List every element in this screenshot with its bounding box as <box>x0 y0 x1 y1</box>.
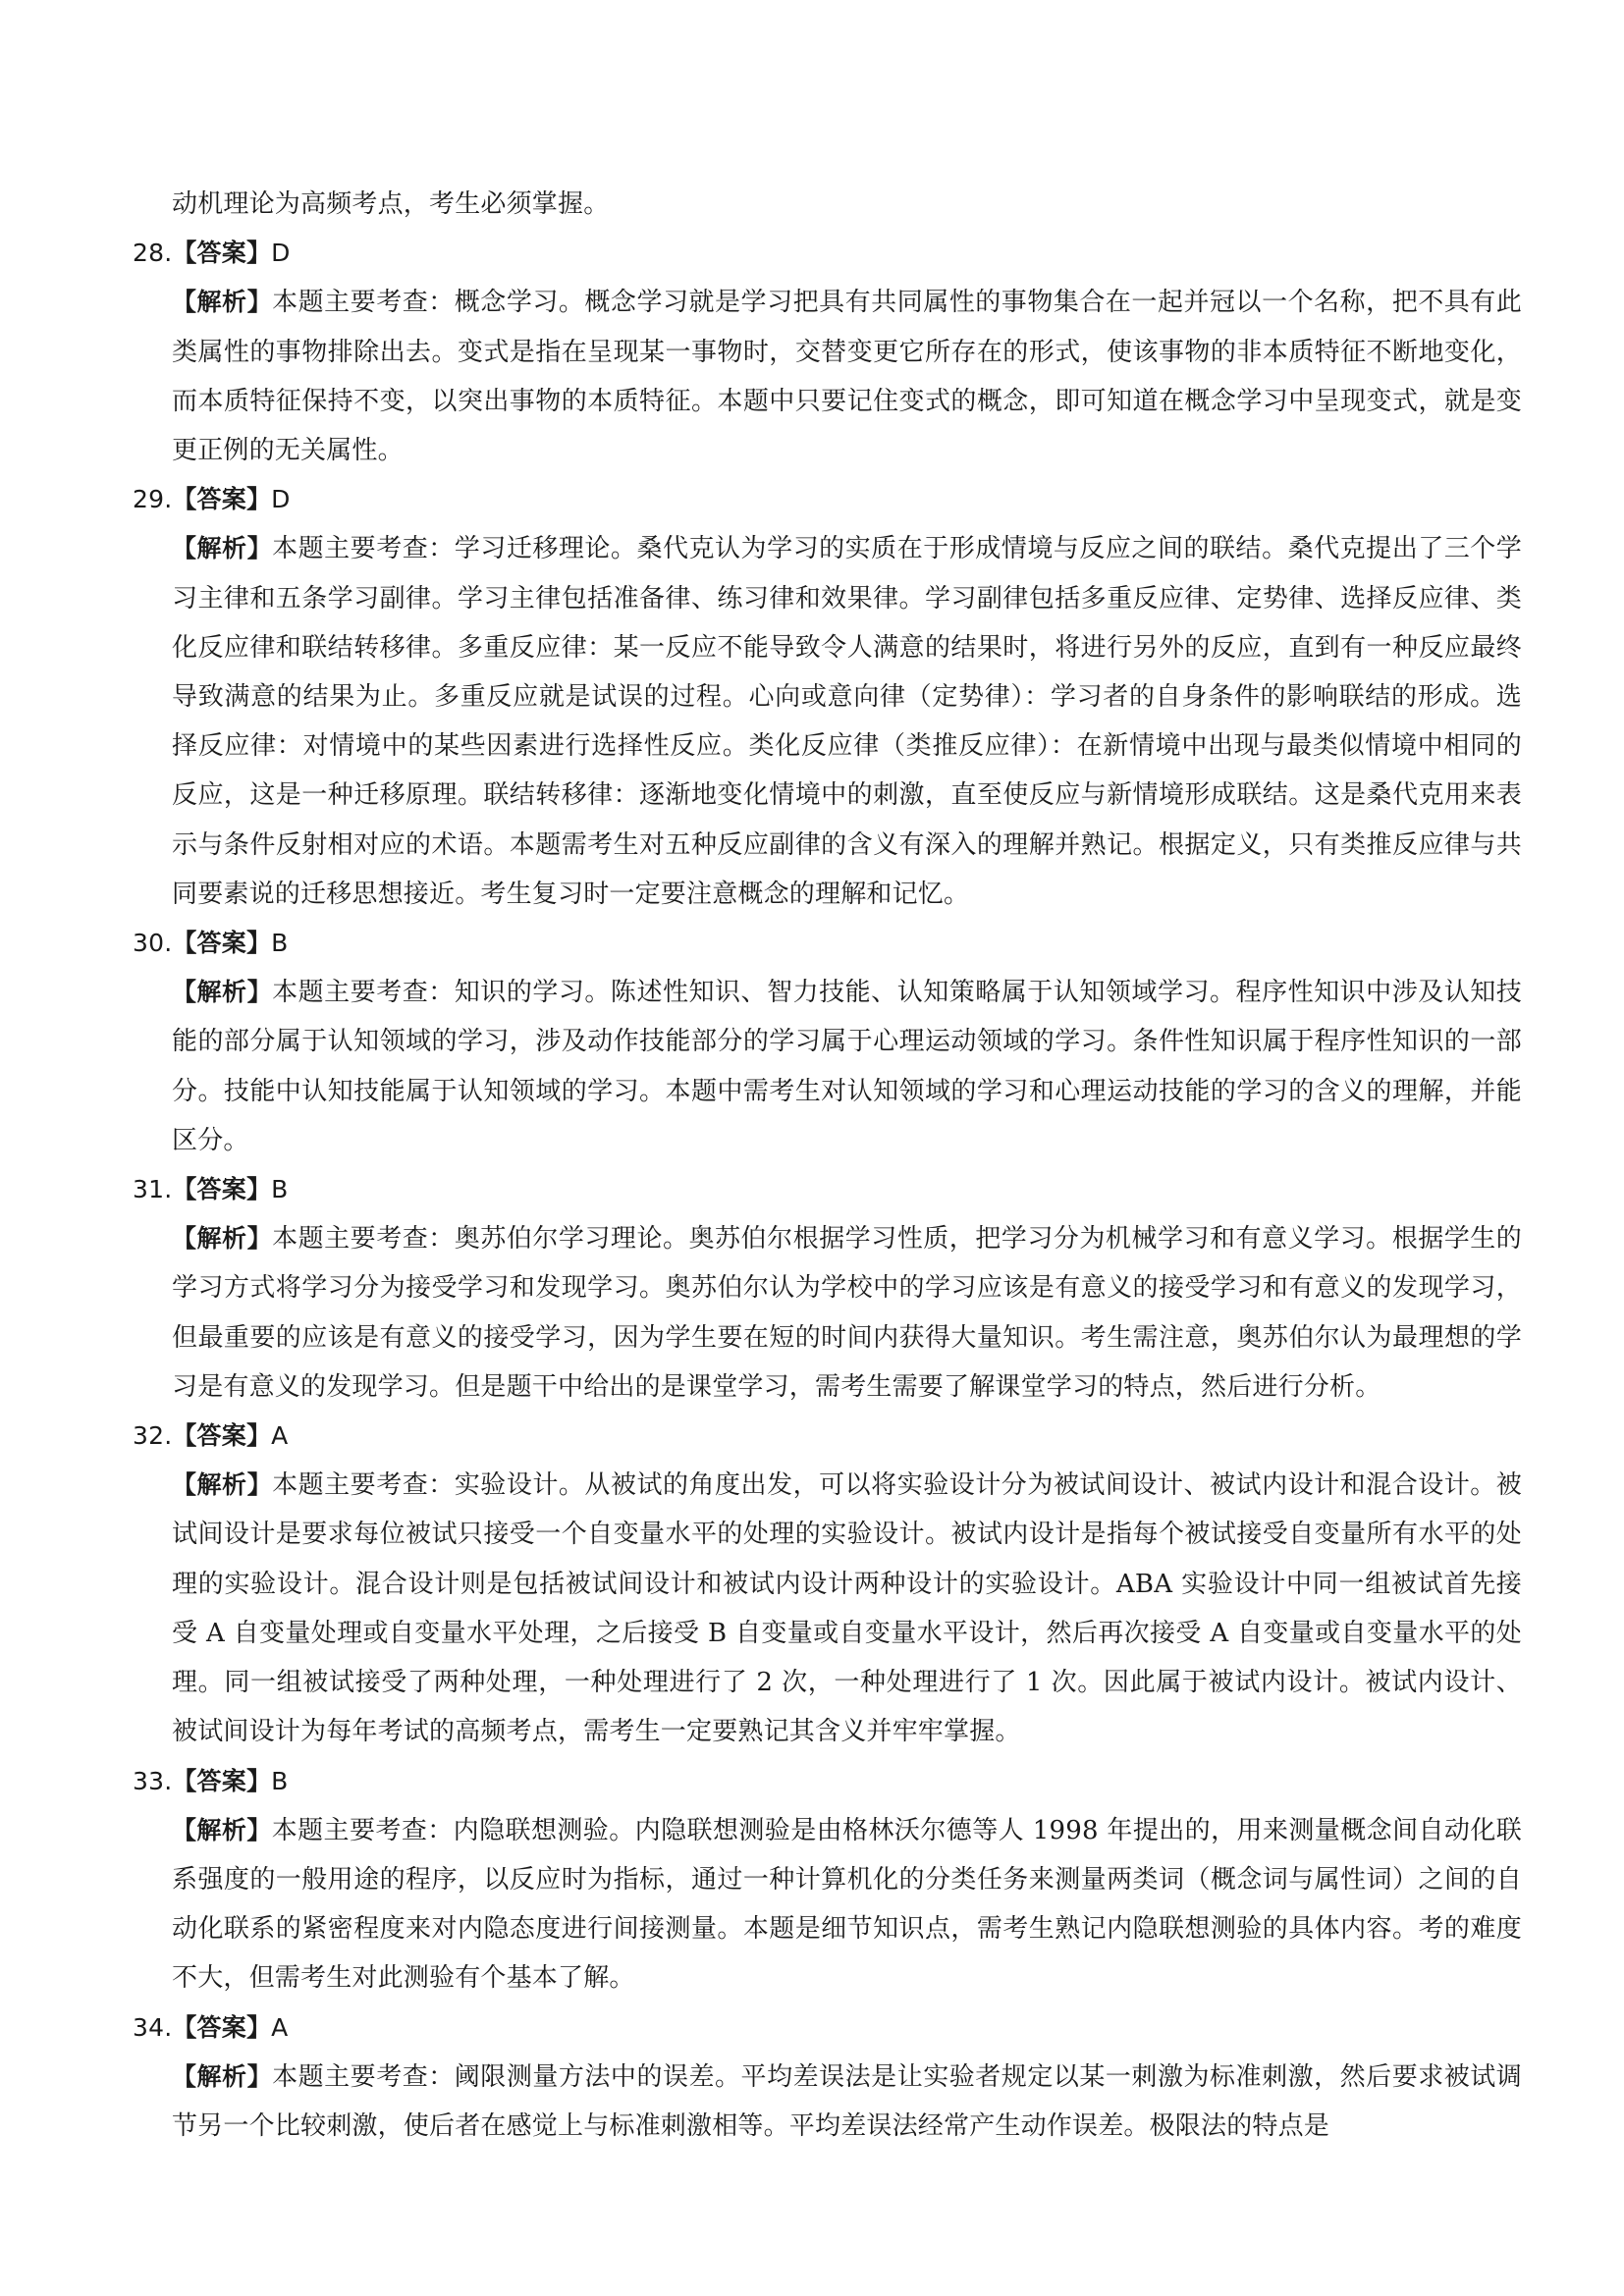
question-number: 32. <box>133 1421 173 1451</box>
analysis-paragraph <box>172 968 1522 1165</box>
analysis-text: 本题主要考查：内隐联想测验。内隐联想测验是由格林沃尔德等人 1998 年提出的，用来测量概念间自动化联系强度的一般用途的程序，以反应时为指标，通过一种计算机化的分类任务来测量两类词（概念词与属性词）之间的自动化联系的紧密程度来对内隐态度进行间接测量。本题是细节知识点，需考生熟记内隐联想测验的具体内容。考的难度不大，但需考生对此测验有个基本了解。 <box>172 1815 1522 1994</box>
analysis-paragraph <box>172 278 1522 475</box>
analysis-label: 【解析】 <box>172 1815 272 1844</box>
question-number: 28. <box>133 239 173 268</box>
answer-value: D <box>271 239 291 268</box>
analysis-paragraph <box>172 1461 1522 1756</box>
analysis-paragraph <box>172 2053 1522 2151</box>
analysis-text: 本题主要考查：知识的学习。陈述性知识、智力技能、认知策略属于认知领域学习。程序性知识中涉及认知技能的部分属于认知领域的学习，涉及动作技能部分的学习属于心理运动领域的学习。条件性知识属于程序性知识的一部分。技能中认知技能属于认知领域的学习。本题中需考生对认知领域的学习和心理运动技能的学习的含义的理解，并能区分。 <box>172 978 1522 1155</box>
analysis-text: 本题主要考查：学习迁移理论。桑代克认为学习的实质在于形成情境与反应之间的联结。桑代克提出了三个学习主律和五条学习副律。学习主律包括准备律、练习律和效果律。学习副律包括多重反应律、定势律、选择反应律、类化反应律和联结转移律。多重反应律：某一反应不能导致令人满意的结果时，将进行另外的反应，直到有一种反应最终导致满意的结果为止。多重反应就是试误的过程。心向或意向律（定势律）：学习者的自身条件的影响联结的形成。选择反应律：对情境中的某些因素进行选择性反应。类化反应律（类推反应律）：在新情境中出现与最类似情境中相同的反应，这是一种迁移原理。联结转移律：逐渐地变化情境中的刺激，直至使反应与新情境形成联结。这是桑代克用来表示与条件反射相对应的术语。本题需考生对五种反应副律的含义有深入的理解并熟记。根据定义，只有类推反应律与共同要素说的迁移思想接近。考生复习时一定要注意概念的理解和记忆。 <box>172 534 1522 909</box>
answer-value: A <box>271 1421 289 1451</box>
answer-line <box>133 1412 1522 1461</box>
answer-line <box>133 1757 1522 1806</box>
analysis-paragraph <box>172 1806 1522 2003</box>
answer-item-30 <box>133 919 1522 1165</box>
answer-line <box>133 919 1522 968</box>
answer-label: 【答案】 <box>172 1766 272 1795</box>
question-number: 33. <box>133 1766 173 1795</box>
answer-label: 【答案】 <box>172 2012 272 2042</box>
analysis-label: 【解析】 <box>172 978 273 1007</box>
answer-label: 【答案】 <box>172 1175 272 1204</box>
answer-line <box>133 475 1522 524</box>
analysis-text: 本题主要考查：实验设计。从被试的角度出发，可以将实验设计分为被试间设计、被试内设计和混合设计。被试间设计是要求每位被试只接受一个自变量水平的处理的实验设计。被试内设计是指每个被试接受自变量所有水平的处理的实验设计。混合设计则是包括被试间设计和被试内设计两种设计的实验设计。ABA 实验设计中同一组被试首先接受 A 自变量处理或自变量水平处理，之后接受 B 自变量或自变量水平设计，然后再次接受 A 自变量或自变量水平的处理。同一组被试接受了两种处理，一种处理进行了 2 次，一种处理进行了 1 次。因此属于被试内设计。被试内设计、被试间设计为每年考试的高频考点，需考生一定要熟记其含义并牢牢掌握。 <box>172 1470 1522 1747</box>
analysis-text: 本题主要考查：奥苏伯尔学习理论。奥苏伯尔根据学习性质，把学习分为机械学习和有意义学习。根据学生的学习方式将学习分为接受学习和发现学习。奥苏伯尔认为学校中的学习应该是有意义的接受学习和有意义的发现学习，但最重要的应该是有意义的接受学习，因为学生要在短的时间内获得大量知识。考生需注意，奥苏伯尔认为最理想的学习是有意义的发现学习。但是题干中给出的是课堂学习，需考生需要了解课堂学习的特点，然后进行分析。 <box>172 1224 1522 1402</box>
answer-value: A <box>271 2012 289 2042</box>
question-number: 30. <box>133 929 173 958</box>
continuation-text: 动机理论为高频考点，考生必须掌握。 <box>172 189 610 219</box>
question-number: 34. <box>133 2012 173 2042</box>
answer-label: 【答案】 <box>172 929 272 958</box>
analysis-label: 【解析】 <box>172 534 273 563</box>
question-number: 29. <box>133 485 173 514</box>
answer-line <box>133 1165 1522 1214</box>
analysis-label: 【解析】 <box>172 2061 273 2091</box>
answer-item-34 <box>133 2003 1522 2152</box>
analysis-text: 本题主要考查：阈限测量方法中的误差。平均差误法是让实验者规定以某一刺激为标准刺激，然后要求被试调节另一个比较刺激，使后者在感觉上与标准刺激相等。平均差误法经常产生动作误差。极限法的特点是 <box>172 2061 1522 2141</box>
question-number: 31. <box>133 1175 173 1204</box>
answer-value: B <box>271 1175 289 1204</box>
answer-value: D <box>271 485 291 514</box>
answer-label: 【答案】 <box>172 239 272 268</box>
answer-line <box>133 229 1522 278</box>
analysis-paragraph <box>172 1214 1522 1412</box>
analysis-label: 【解析】 <box>172 1470 273 1500</box>
answer-item-32 <box>133 1412 1522 1756</box>
answer-item-29 <box>133 475 1522 919</box>
answer-label: 【答案】 <box>172 485 272 514</box>
analysis-label: 【解析】 <box>172 1224 273 1254</box>
answer-item-31 <box>133 1165 1522 1412</box>
analysis-paragraph <box>172 524 1522 919</box>
answer-line <box>133 2003 1522 2053</box>
answer-item-33 <box>133 1757 1522 2003</box>
analysis-label: 【解析】 <box>172 288 273 317</box>
answer-value: B <box>271 929 289 958</box>
answer-explanations <box>133 180 1522 2151</box>
answer-label: 【答案】 <box>172 1421 272 1451</box>
answer-value: B <box>271 1766 289 1795</box>
analysis-text: 本题主要考查：概念学习。概念学习就是学习把具有共同属性的事物集合在一起并冠以一个名称，把不具有此类属性的事物排除出去。变式是指在呈现某一事物时，交替变更它所存在的形式，使该事物的非本质特征不断地变化，而本质特征保持不变，以突出事物的本质特征。本题中只要记住变式的概念，即可知道在概念学习中呈现变式，就是变更正例的无关属性。 <box>172 288 1522 466</box>
answer-item-28 <box>133 229 1522 475</box>
